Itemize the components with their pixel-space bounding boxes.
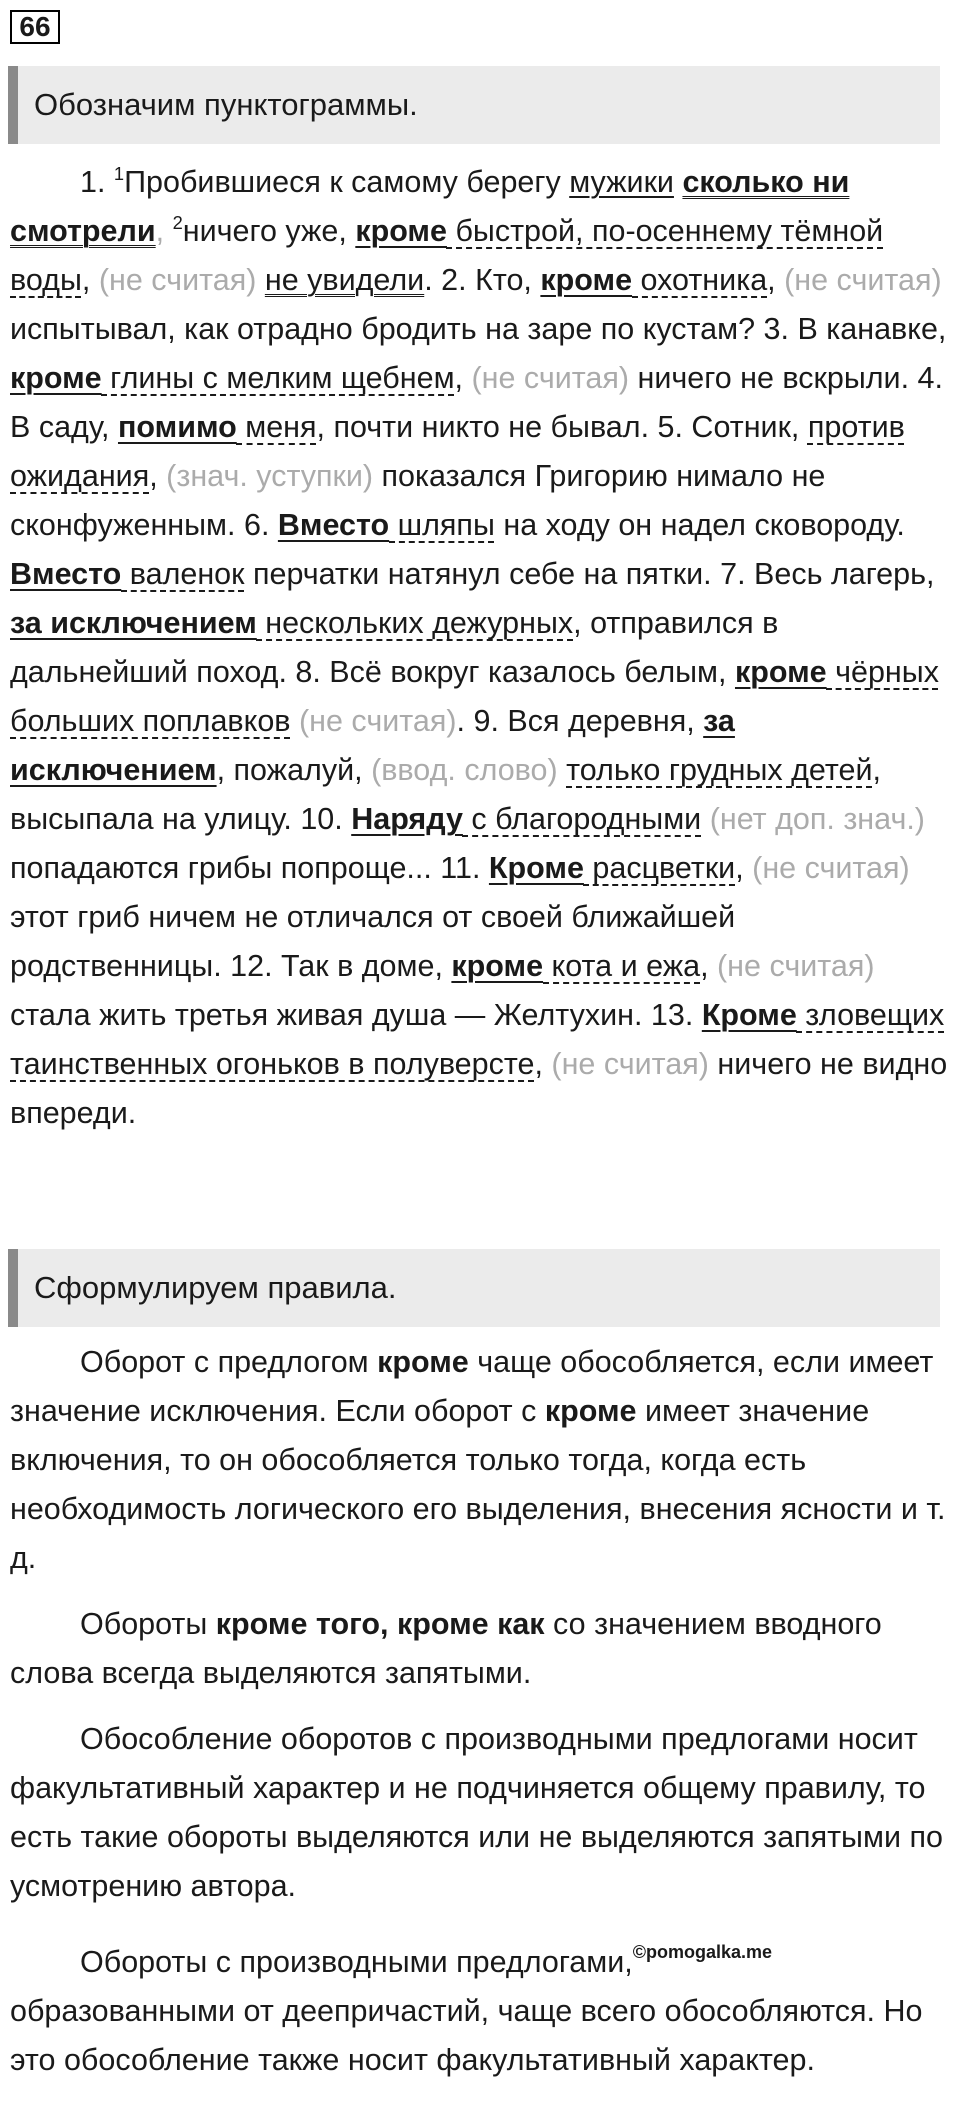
rule-paragraph: Обособление оборотов с производными предлогами носит факультативный характер и не подчиняется общему правилу, то есть такие обороты выделяются или не выделяются запятыми по усмотрению автора. [10, 1722, 943, 1903]
rule-paragraph: Обороты с производными предлогами,$^{©pomogalka.me}$ образованными от деепричастий, чаще всего обособляются. Но это обособление также носит факультативный характер. [10, 1942, 923, 2077]
rule-paragraph: Оборот с предлогом кроме чаще обособляется, если имеет значение исключения. Если оборот с кроме имеет значение включения, то он обособляется только тогда, когда есть необходимость логического его выделения, внесения ясности и т. д. [10, 1345, 946, 1575]
exercise-text: 1. $^1$Пробившиеся к самому берегу мужики сколько ни смотрели, $^2$ничего уже, кроме быстрой, по-осеннему тёмной воды, (не считая) не увидели. 2. Кто, кроме охотника, (не считая) испытывал, как отрадно бродить на заре по кустам? 3. В канавке, кроме глины с мелким щебнем, (не считая) ничего не вскрыли. 4. В саду, помимо меня, почти никто не бывал. 5. Сотник, против ожидания, (знач. уступки) показался Григорию нимало не сконфуженным. 6. Вместо шляпы на ходу он надел сковороду. Вместо валенок перчатки натянул себе на пятки. 7. Весь лагерь, за исключением нескольких дежурных, отправился в дальнейший поход. 8. Всё вокруг казалось белым, кроме чёрных больших поплавков (не считая). 9. Вся деревня, за исключением, пожалуй, (ввод. слово) только грудных детей, высыпала на улицу. 10. Наряду с благородными (нет доп. знач.) попадаются грибы попроще... 11. Кроме расцветки, (не считая) этот гриб ничем не отличался от своей ближайшей родственницы. 12. Так в доме, кроме кота и ежа, (не считая) стала жить третья живая душа — Желтухин. 13. Кроме зловещих таинственных огоньков в полуверсте, (не считая) ничего не видно впереди. [10, 163, 948, 1130]
exercise-number: 66 [10, 10, 60, 44]
rule-paragraph: Обороты кроме того, кроме как со значением вводного слова всегда выделяются запятыми. [10, 1607, 882, 1690]
section-heading-punctuation: Обозначим пунктограммы. [8, 66, 940, 144]
section-heading-rules: Сформулируем правила. [8, 1249, 940, 1327]
watermark: ©pomogalka.me [632, 1942, 773, 1962]
rules-text [10, 1338, 952, 2102]
